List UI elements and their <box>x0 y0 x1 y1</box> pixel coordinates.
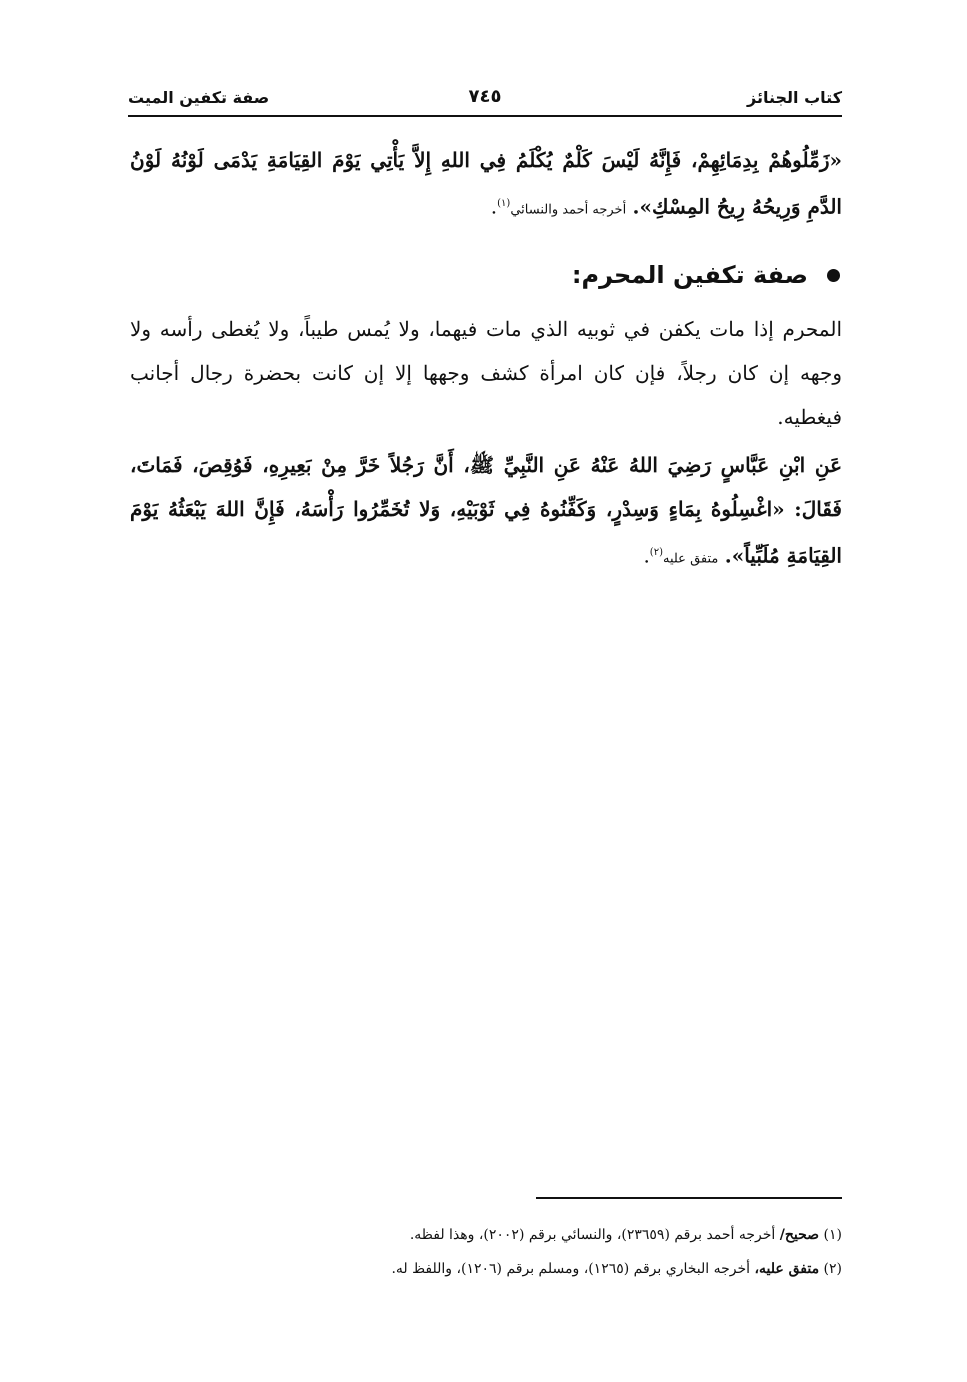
bullet-icon <box>827 269 840 282</box>
hadith-text-2: عَنِ ابْنِ عَبَّاسٍ رَضِيَ اللهُ عَنْهُ عَنِ النَّبِيِّ ﷺ، أَنَّ رَجُلاً خَرَّ مِنْ بَعِيرِهِ، فَوُقِصَ، فَمَاتَ، فَقَالَ: «اغْسِلُوهُ بِمَاءٍ وَسِدْرٍ، وَكَفِّنُوهُ فِي ثَوْبَيْهِ، وَلا تُخَمِّرُوا رَأْسَهُ، فَإِنَّ اللهَ يَبْعَثُهُ يَوْمَ القِيَامَةِ مُلَبِّياً». <box>130 452 843 568</box>
hadith-source-1: أخرجه أحمد والنسائي <box>510 202 627 218</box>
hadith-source-2: متفق عليه <box>662 551 719 567</box>
hadith-end-1: . <box>490 194 498 219</box>
footnote-text-1: أخرجه أحمد برقم (٢٣٦٥٩)، والنسائي برقم (٢٠٠٢)، وهذا لفظه. <box>409 1227 776 1243</box>
footnote-number-2: (٢) <box>823 1261 842 1277</box>
footnotes <box>240 1218 842 1286</box>
running-header <box>128 84 842 118</box>
section-title: صفة تكفين المحرم: <box>571 260 808 289</box>
footnote-1 <box>240 1218 842 1252</box>
footnote-text-2: أخرجه البخاري برقم (١٢٦٥)، ومسلم برقم (١٢٠٦)، واللفظ له. <box>391 1261 751 1277</box>
footnote-grade-2: متفق عليه، <box>754 1261 820 1277</box>
chapter-title: صفة تكفين الميت <box>128 88 270 107</box>
footnote-grade-1: صحيح/ <box>779 1227 820 1243</box>
section-heading <box>130 255 842 295</box>
ruling-paragraph: المحرم إذا مات يكفن في ثوبيه الذي مات فيهما، ولا يُمس طيباً، ولا يُغطى رأسه ولا وجهه إن كان رجلاً، فإن كان امرأة كشف وجهها إلا إن كانت بحضرة رجال أجانب فيغطيه. <box>130 316 842 429</box>
page-body <box>130 138 842 581</box>
footnote-2 <box>240 1252 842 1286</box>
header-divider <box>128 115 842 117</box>
page-number: ٧٤٥ <box>468 86 502 107</box>
footnote-divider <box>536 1197 842 1199</box>
hadith-paragraph-1 <box>130 138 842 233</box>
footnote-reference-2: (٢) <box>649 546 663 558</box>
footnote-number-1: (١) <box>823 1227 842 1243</box>
hadith-end-2: . <box>643 543 650 568</box>
hadith-text-1: «زَمِّلُوهُمْ بِدِمَائِهِمْ، فَإِنَّهُ لَيْسَ كَلْمٌ يُكْلَمُ فِي اللهِ إِلاَّ يَأْتِي يَوْمَ القِيَامَةِ يَدْمَى لَوْنُهُ لَوْنُ الدَّمِ وَرِيحُهُ رِيحُ المِسْكِ». <box>130 148 842 219</box>
book-title: كتاب الجنائز <box>746 88 842 107</box>
hadith-paragraph-2 <box>130 443 842 582</box>
footnote-reference-1: (١) <box>497 198 511 209</box>
